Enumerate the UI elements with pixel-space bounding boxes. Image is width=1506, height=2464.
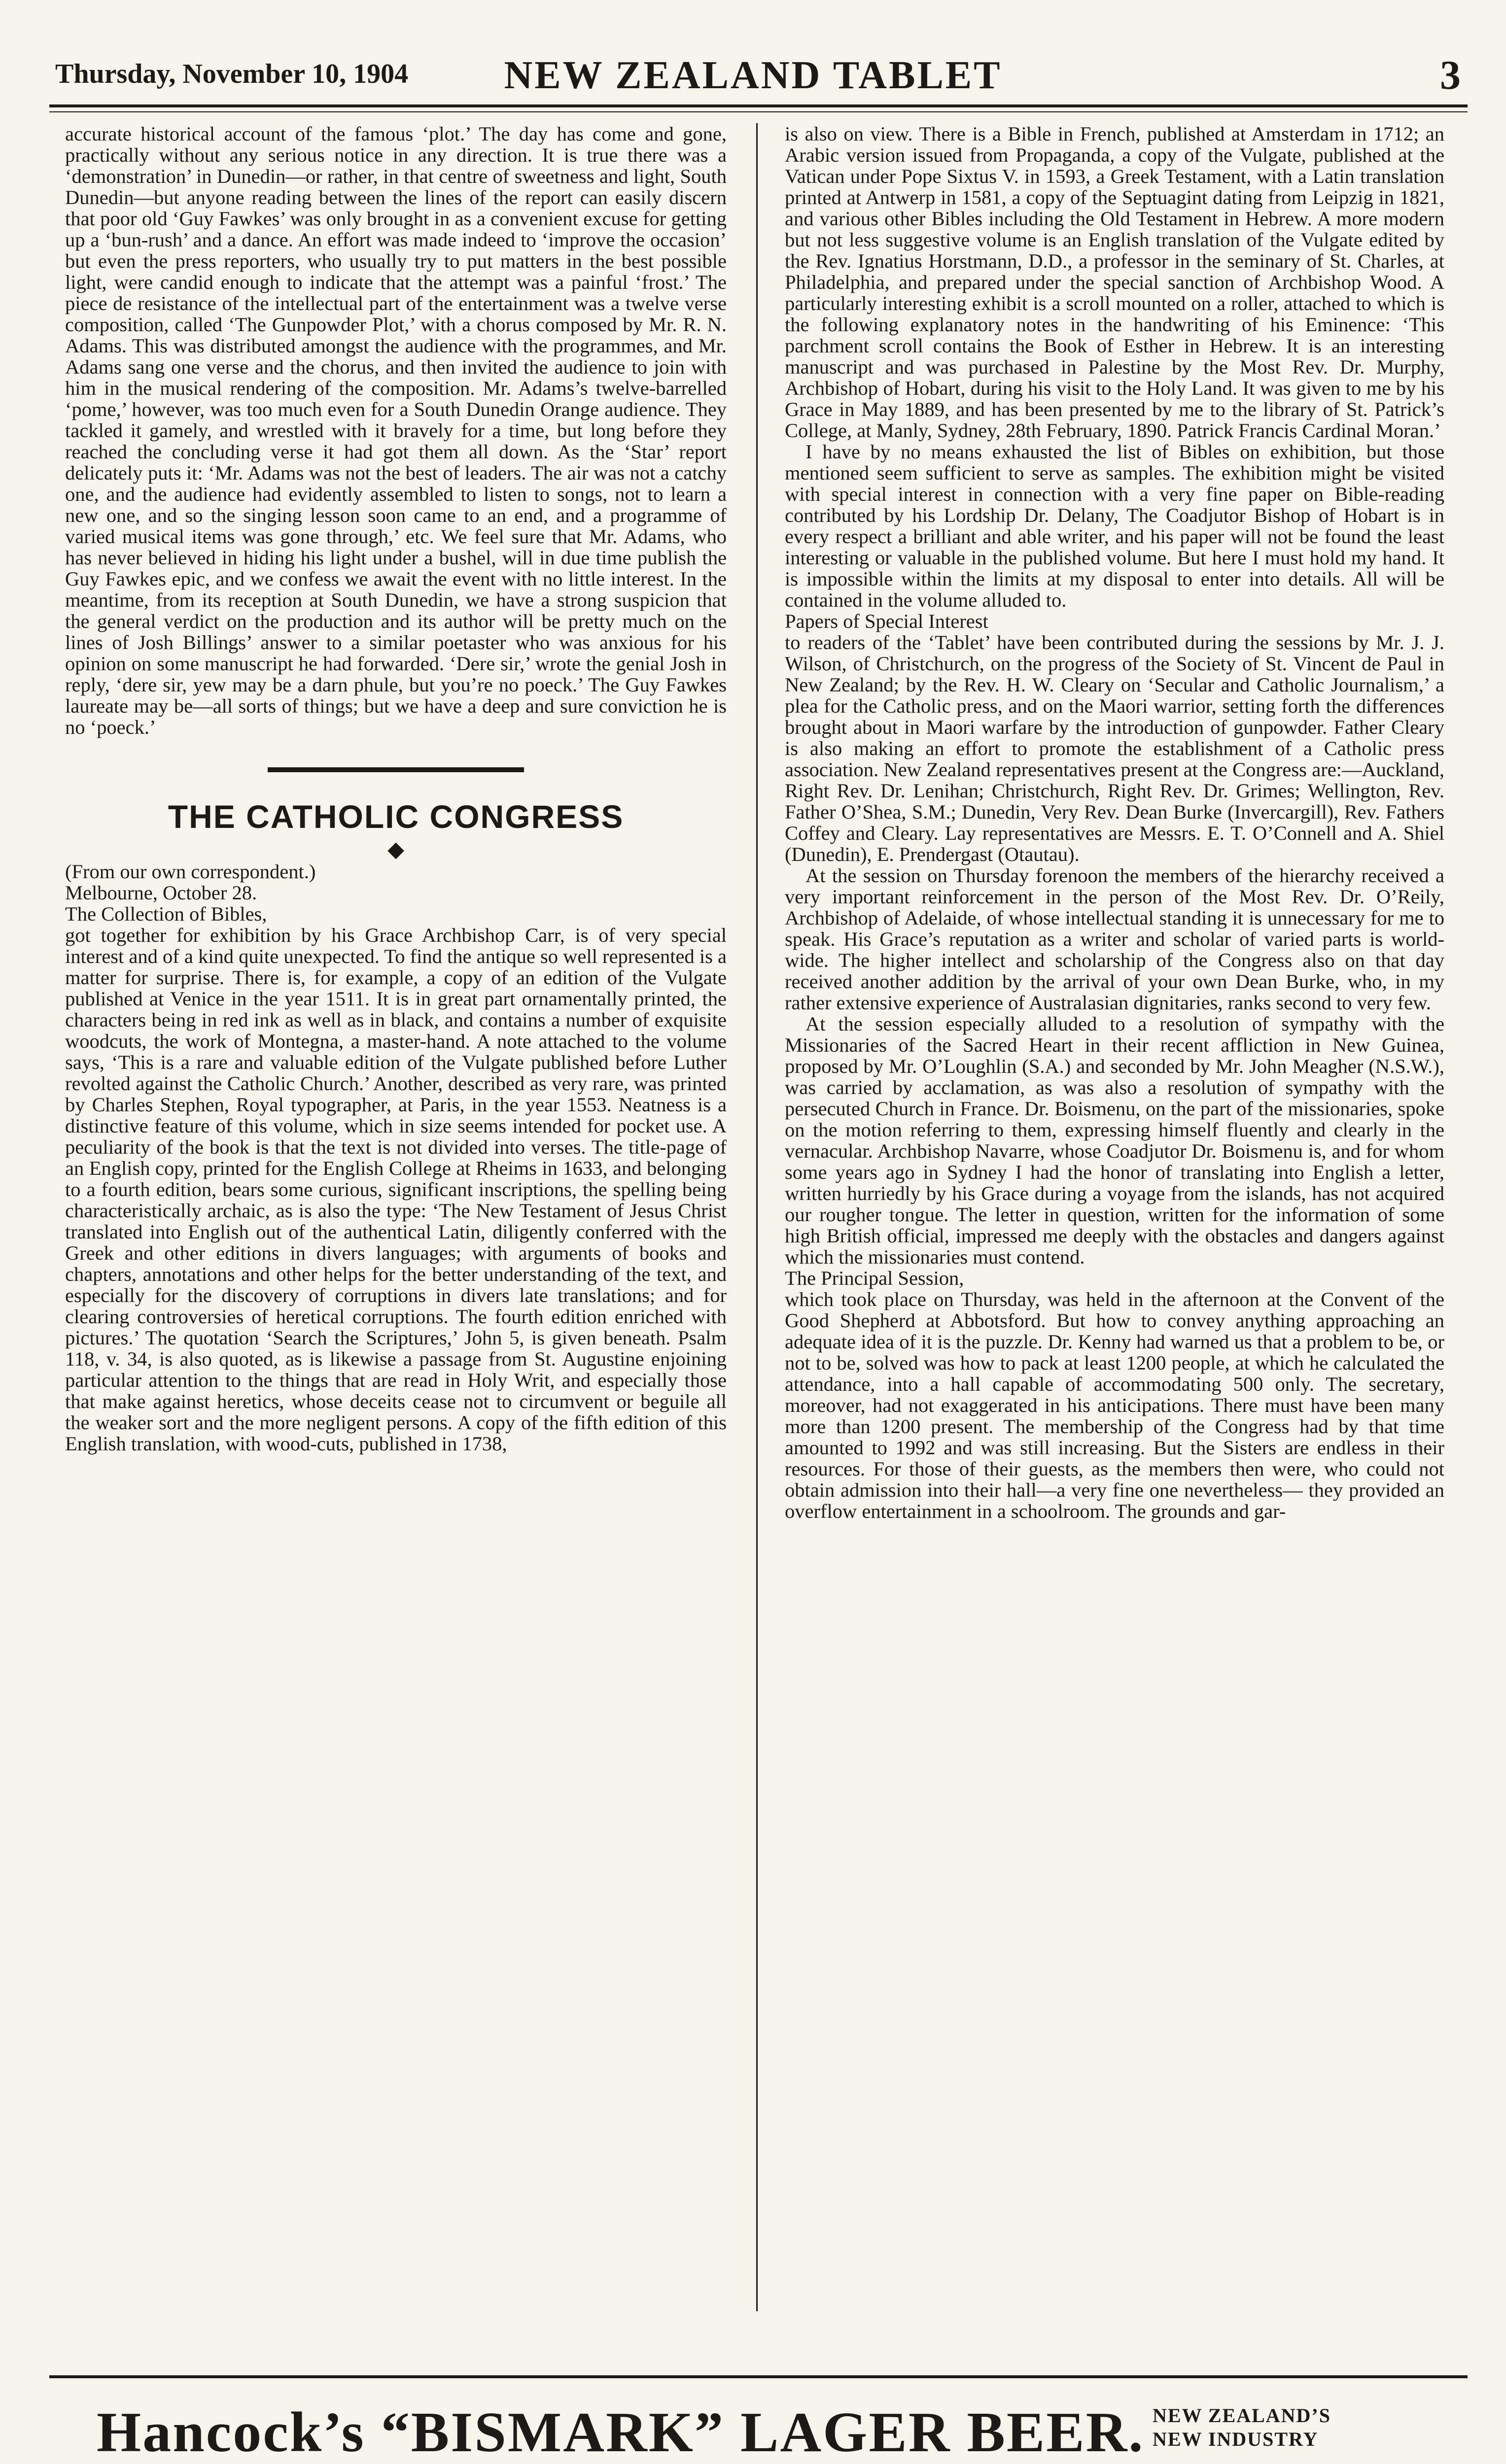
article-paragraph: to readers of the ‘Tablet’ have been contributed during the sessions by Mr. J. J. Wilson, of Christchurch, on the progress of the Society of St. Vincent de Paul in New Zealand; by the Rev. H. W. Cleary on ‘Secular and Catholic Journalism,’ a plea for the Catholic press, and on the Maori warrior, setting forth the differences brought about in Maori warfare by the introduction of gunpowder. Father Cleary is also making an effort to promote the establishment of a Catholic press association. New Zealand representatives present at the Congress are:—Auckland, Right Rev. Dr. Lenihan; Christchurch, Right Rev. Dr. Grimes; Wellington, Rev. Father O’Shea, S.M.; Dunedin, Very Rev. Dean Burke (Invercargill), Rev. Fathers Coffey and Cleary. Lay representatives are Messrs. E. T. O’Connell and A. Shiel (Dunedin), E. Prendergast (Otautau).: [785, 631, 1444, 865]
page-footer-advertisement: [0, 2375, 1506, 2464]
intro-paragraph: accurate historical account of the famous ‘plot.’ The day has come and gone, practically without any serious notice in any direction. It is true there was a ‘demonstration’ in Dunedin—or rather, in that centre of sweetness and light, South Dunedin—but anyone reading between the lines of the report can easily discern that poor old ‘Guy Fawkes’ was only brought in as a convenient excuse for getting up a ‘bun-rush’ and a dance. An effort was made indeed to ‘improve the occasion’ but even the press reporters, who usually try to put matters in the best possible light, were candid enough to indicate that the attempt was a painful ‘frost.’ The piece de resistance of the intellectual part of the entertainment was a twelve verse composition, called ‘The Gunpowder Plot,’ with a chorus composed by Mr. R. N. Adams. This was distributed amongst the audience with the programmes, and Mr. Adams sang one verse and the chorus, and then invited the audience to join with him in the musical rendering of the composition. Mr. Adams’s twelve-barrelled ‘pome,’ however, was too much even for a South Dunedin Orange audience. They tackled it gamely, and wrestled with it bravely for a time, but long before they reached the concluding verse it had got them all down. As the ‘Star’ report delicately puts it: ‘Mr. Adams was not the best of leaders. The air was not a catchy one, and the audience had evidently assembled to listen to songs, not to learn a new one, and so the singing lesson soon came to an end, and a programme of varied musical items was gone through,’ etc. We feel sure that Mr. Adams, who has never believed in hiding his light under a bushel, will in due time publish the Guy Fawkes epic, and we confess we await the event with no little interest. In the meantime, from its reception at South Dunedin, we have a strong suspicion that the general verdict on the production and its author will be pretty much on the lines of Josh Billings’ answer to a similar poetaster who was anxious for his opinion on some manuscript he had forwarded. ‘Dere sir,’ wrote the genial Josh in reply, ‘dere sir, yew may be a darn phule, but you’re no poeck.’ The Guy Fawkes laureate may be—all sorts of things; but we have a deep and sure conviction he is no ‘poeck.’: [65, 123, 727, 738]
article-title: THE CATHOLIC CONGRESS: [168, 798, 624, 835]
page-number: 3: [1440, 52, 1461, 98]
article-paragraph: which took place on Thursday, was held in the afternoon at the Convent of the Good Shepherd at Abbotsford. But how to convey anything approaching an adequate idea of it is the puzzle. Dr. Kenny had warned us that a problem to be, or not to be, solved was how to pack at least 1200 people, at which he calculated the attendance, into a hall capable of accommodating 500 only. The secretary, moreover, had not exaggerated in his anticipations. There must have been many more than 1200 present. The membership of the Congress had by that time amounted to 1992 and was still increasing. But the Sisters are endless in their resources. For those of their guests, as the members then were, who could not obtain admission into their hall—a very fine one nevertheless— they provided an overflow entertainment in a schoolroom. The grounds and gar-: [785, 1288, 1444, 1522]
advertisement-text: Hancock’s “BISMARK” LAGER BEER.: [97, 2401, 1145, 2464]
article-paragraph: is also on view. There is a Bible in French, published at Amsterdam in 1712; an Arabic version issued from Propaganda, a copy of the Vulgate, published at the Vatican under Pope Sixtus V. in 1593, a Greek Testament, with a Latin translation printed at Antwerp in 1581, a copy of the Septuagint dating from Leipzig in 1821, and various other Bibles including the Old Testament in Hebrew. A more modern but not less suggestive volume is an English translation of the Vulgate edited by the Rev. Ignatius Horstmann, D.D., a professor in the seminary of St. Charles, at Philadelphia, and prepared under the special sanction of Archbishop Wood. A particularly interesting exhibit is a scroll mounted on a roller, attached to which is the following explanatory notes in the handwriting of his Eminence: ‘This parchment scroll contains the Book of Esther in Hebrew. It is an interesting manuscript and was purchased in Palestine by the Most Rev. Dr. Murphy, Archbishop of Hobart, during his visit to the Holy Land. It was given to me by his Grace in May 1889, and has been presented by me to the library of St. Patrick’s College, at Manly, Sydney, 28th February, 1890. Patrick Francis Cardinal Moran.’: [785, 123, 1444, 442]
subheading-papers-of-special-interest: Papers of Special Interest: [785, 610, 988, 632]
subheading-principal-session: The Principal Session,: [785, 1267, 964, 1289]
article-byline: (From our own correspondent.): [65, 860, 316, 883]
tagline-line-1: NEW ZEALAND’S: [1153, 2404, 1331, 2427]
header-rule-thin: [49, 111, 1468, 112]
article-paragraph: I have by no means exhausted the list of Bibles on exhibition, but those mentioned seem sufficient to serve as samples. The exhibition might be visited with special interest in connection with a very fine paper on Bible-reading contributed by his Lordship Dr. Delany, The Coadjutor Bishop of Hobart is in every respect a brilliant and able writer, and his paper will not be found the least interesting or valuable in the published volume. But here I must hold my hand. It is impossible within the limits at my disposal to enter into details. All will be contained in the volume alluded to.: [785, 441, 1444, 611]
left-column: [65, 123, 727, 2341]
article-paragraph: At the session on Thursday forenoon the members of the hierarchy received a very important reinforcement in the person of the Most Rev. Dr. O’Reily, Archbishop of Adelaide, of whose intellectual standing it is unnecessary for me to speak. His Grace’s reputation as a writer and scholar of varied parts is world-wide. The higher intellect and scholarship of the Congress also on that day received another addition by the arrival of your own Dean Burke, who, in my rather extensive experience of Australasian dignitaries, ranks second to very few.: [785, 864, 1444, 1014]
column-divider: [756, 123, 758, 2311]
page-header: [0, 0, 1506, 128]
advertisement-tagline: [1153, 2404, 1331, 2451]
tagline-line-2: NEW INDUSTRY: [1153, 2428, 1319, 2450]
footer-rule: [49, 2375, 1468, 2378]
header-rule: [49, 104, 1468, 107]
article-paragraph: got together for exhibition by his Grace Archbishop Carr, is of very special interest and of a kind quite unexpected. To find the antique so well represented is a matter for surprise. There is, for example, a copy of an edition of the Vulgate published at Venice in the year 1511. It is in great part ornamentally printed, the characters being in red ink as well as in black, and contains a number of exquisite woodcuts, the work of Montegna, a master-hand. A note attached to the volume says, ‘This is a rare and valuable edition of the Vulgate published before Luther revolted against the Catholic Church.’ Another, described as very rare, was printed by Charles Stephen, Royal typographer, at Paris, in the year 1553. Neatness is a distinctive feature of this volume, which in size seems intended for pocket use. A peculiarity of the book is that the text is not divided into verses. The title-page of an English copy, printed for the English College at Rheims in 1633, and belonging to a fourth edition, bears some curious, significant inscriptions, the spelling being characteristically archaic, as is also the type: ‘The New Testament of Jesus Christ translated into English out of the authentical Latin, diligently conferred with the Greek and other editions in divers languages; with arguments of books and chapters, annotations and other helps for the better understanding of the text, and especially for the discovery of corruptions in divers late translations; and for clearing controversies of heretical corruptions. The fourth edition enriched with pictures.’ The quotation ‘Search the Scriptures,’ John 5, is given beneath. Psalm 118, v. 34, is also quoted, as is likewise a passage from St. Augustine enjoining particular attention to the things that are read in Holy Writ, and especially those that make against heretics, whose deceits cease not to circumvent or beguile all the weaker sort and the more negligent persons. A copy of the fifth edition of this English translation, with wood-cuts, published in 1738,: [65, 924, 727, 1455]
diamond-ornament-icon: ◆: [387, 837, 404, 861]
masthead-title: NEW ZEALAND TABLET: [504, 54, 1002, 97]
article-paragraph: At the session especially alluded to a resolution of sympathy with the Missionaries of the Sacred Heart in their recent affliction in New Guinea, proposed by Mr. O’Loughlin (S.A.) and seconded by Mr. John Meagher (N.S.W.), was carried by acclamation, as was also a resolution of sympathy with the persecuted Church in France. Dr. Boismenu, on the part of the missionaries, spoke on the motion referring to them, expressing himself fluently and clearly in the vernacular. Archbishop Navarre, whose Coadjutor Dr. Boismenu is, and for whom some years ago in Sydney I had the honor of translating into English a letter, written hurriedly by his Grace during a voyage from the islands, has not acquired our rougher tongue. The letter in question, written for the information of some high British official, impressed me deeply with the obstacles and dangers against which the missionaries must contend.: [785, 1013, 1444, 1268]
issue-date: Thursday, November 10, 1904: [55, 59, 409, 89]
article-dateline: Melbourne, October 28.: [65, 882, 257, 904]
right-column: [785, 123, 1444, 2341]
section-separator: [268, 767, 524, 772]
subheading-collection-of-bibles: The Collection of Bibles,: [65, 903, 267, 925]
